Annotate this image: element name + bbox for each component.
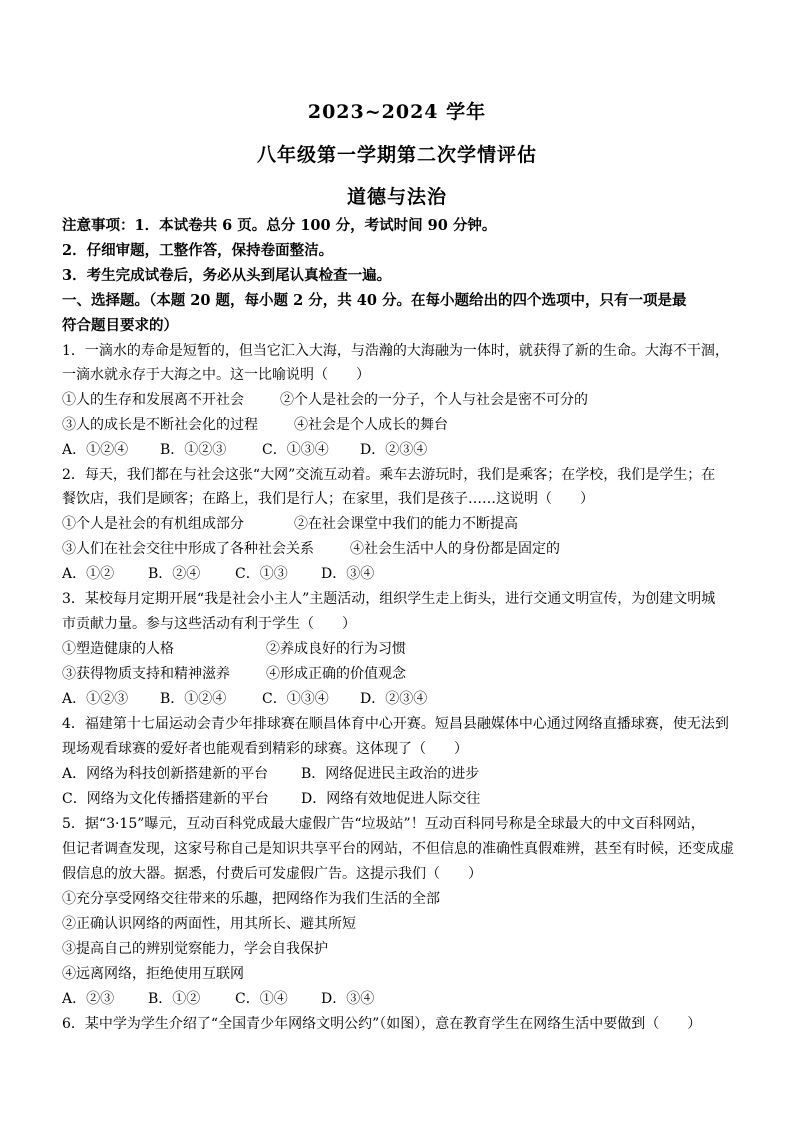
q2-choices (62, 565, 754, 583)
q6-stem-line-1: 6．某中学为学生介绍了“全国青少年网络文明公约”（如图），意在教育学生在网络生活中要做到（ ） (62, 1016, 702, 1032)
q2-statement-2: ②在社会课堂中我们的能力不断提高 (294, 516, 518, 532)
q2-choice-a[interactable]: A．①② (62, 566, 115, 582)
q2-choice-b[interactable]: B．②④ (148, 566, 201, 582)
q1-statements-row-1 (62, 391, 754, 409)
q1-statements-row-2 (62, 416, 754, 434)
q1-stem-line-2: 一滴水就永存于大海之中。这一比喻说明（ ） (62, 367, 370, 383)
section-heading-line-1: 一、选择题。（本题 20 题，每小题 2 分，共 40 分。在每小题给出的四个选项中，只有一项是最 (62, 292, 687, 309)
q5-statement-1: ①充分享受网络交往带来的乐趣，把网络作为我们生活的全部 (62, 891, 440, 907)
q1-choice-a[interactable]: A．①②④ (62, 442, 129, 458)
note-1: 注意事项：1．本试卷共 6 页。总分 100 分，考试时间 90 分钟。 (62, 217, 497, 234)
q5-choice-a[interactable]: A．②③ (62, 991, 115, 1007)
q5-choice-c[interactable]: C．①④ (235, 991, 288, 1007)
q3-choices (62, 690, 754, 708)
q2-choice-d[interactable]: D．③④ (321, 566, 375, 582)
q1-choice-d[interactable]: D．②③④ (360, 442, 428, 458)
q3-choice-d[interactable]: D．②③④ (360, 691, 428, 707)
q4-choices-row-2 (62, 790, 754, 808)
q1-choices (62, 441, 754, 459)
q1-choice-c[interactable]: C．①③④ (262, 442, 329, 458)
q3-choice-b[interactable]: B．①②④ (160, 691, 227, 707)
q4-stem-line-2: 现场观看球赛的爱好者也能观看到精彩的球赛。这体现了（ ） (62, 741, 468, 757)
q5-stem-line-2: 但记者调查发现，这家号称自己是知识共享平台的网站，不但信息的准确性真假难辨，甚至有时候，还变成虚 (62, 841, 734, 857)
subject-title: 道德与法治 (346, 186, 447, 208)
q5-choice-d[interactable]: D．③④ (321, 991, 375, 1007)
q1-stem-line-1: 1．一滴水的寿命是短暂的，但当它汇入大海，与浩瀚的大海融为一体时，就获得了新的生命。大海不干涸， (62, 343, 729, 359)
q2-stem-line-1: 2．每天，我们都在与社会这张“大网”交流互动着。乘车去游玩时，我们是乘客；在学校，我们是学生；在 (62, 467, 716, 483)
q1-statement-3: ③人的成长是不断社会化的过程 (62, 417, 258, 433)
q2-statement-3: ③人们在社会交往中形成了各种社会关系 (62, 541, 314, 557)
q3-stem-line-1: 3．某校每月定期开展“我是社会小主人”主题活动，组织学生走上街头，进行交通文明宣传，为创建文明城 (62, 591, 716, 607)
q1-statement-2: ②个人是社会的一分子，个人与社会是密不可分的 (280, 392, 588, 408)
q2-statement-1: ①个人是社会的有机组成部分 (62, 516, 244, 532)
q5-choice-b[interactable]: B．①② (148, 991, 201, 1007)
q2-statements-row-2 (62, 540, 754, 558)
q5-statement-4: ④远离网络，拒绝使用互联网 (62, 966, 244, 982)
q1-statement-1: ①人的生存和发展离不开社会 (62, 392, 244, 408)
q4-choices-row-1 (62, 765, 754, 783)
q4-choice-a[interactable]: A．网络为科技创新搭建新的平台 (62, 766, 269, 782)
exam-year-title: 2023~2024 学年 (307, 101, 487, 123)
q2-stem-line-2: 餐饮店，我们是顾客；在路上，我们是行人；在家里，我们是孩子……这说明（ ） (62, 491, 594, 507)
q3-statements-row-1 (62, 640, 754, 658)
q1-statement-4: ④社会是个人成长的舞台 (294, 417, 448, 433)
q4-choice-b[interactable]: B．网络促进民主政治的进步 (301, 766, 480, 782)
q3-statement-2: ②养成良好的行为习惯 (266, 641, 406, 657)
note-2: 2．仔细审题，工整作答，保持卷面整洁。 (62, 242, 334, 259)
q4-stem-line-1: 4．福建第十七届运动会青少年排球赛在顺昌体育中心开赛。短昌县融媒体中心通过网络直播球赛，使无法到 (62, 716, 729, 732)
q2-choice-c[interactable]: C．①③ (235, 566, 288, 582)
q3-choice-a[interactable]: A．①②③ (62, 691, 129, 707)
q1-choice-b[interactable]: B．①②③ (160, 442, 227, 458)
exam-name-title: 八年级第一学期第二次学情评估 (256, 144, 537, 166)
q3-stem-line-2: 市贡献力量。参与这些活动有利于学生（ ） (62, 616, 356, 632)
q4-choice-c[interactable]: C．网络为文化传播搭建新的平台 (62, 791, 269, 807)
q2-statement-4: ④社会生活中人的身份都是固定的 (350, 541, 560, 557)
q5-statement-2: ②正确认识网络的两面性，用其所长、避其所短 (62, 916, 356, 932)
q3-statements-row-2 (62, 665, 754, 683)
q5-stem-line-1: 5．据“3·15”曝元，互动百科党成最大虚假广告“垃圾站”！互动百科同号称是全球最大的中文百科网站， (62, 816, 705, 832)
q5-choices (62, 990, 754, 1008)
note-3: 3．考生完成试卷后，务必从头到尾认真检查一遍。 (62, 267, 392, 284)
q3-statement-1: ①塑造健康的人格 (62, 641, 174, 657)
q3-statement-3: ③获得物质支持和精神滋养 (62, 666, 230, 682)
q2-statements-row-1 (62, 515, 754, 533)
section-heading-line-2: 符合题目要求的） (62, 317, 178, 334)
q3-choice-c[interactable]: C．①③④ (262, 691, 329, 707)
q5-statement-3: ③提高自己的辨别觉察能力，学会自我保护 (62, 941, 328, 957)
q3-statement-4: ④形成正确的价值观念 (266, 666, 406, 682)
q5-stem-line-3: 假信息的放大器。据悉，付费后可发虚假广告。这提示我们（ ） (62, 866, 482, 882)
q4-choice-d[interactable]: D．网络有效地促进人际交往 (301, 791, 481, 807)
